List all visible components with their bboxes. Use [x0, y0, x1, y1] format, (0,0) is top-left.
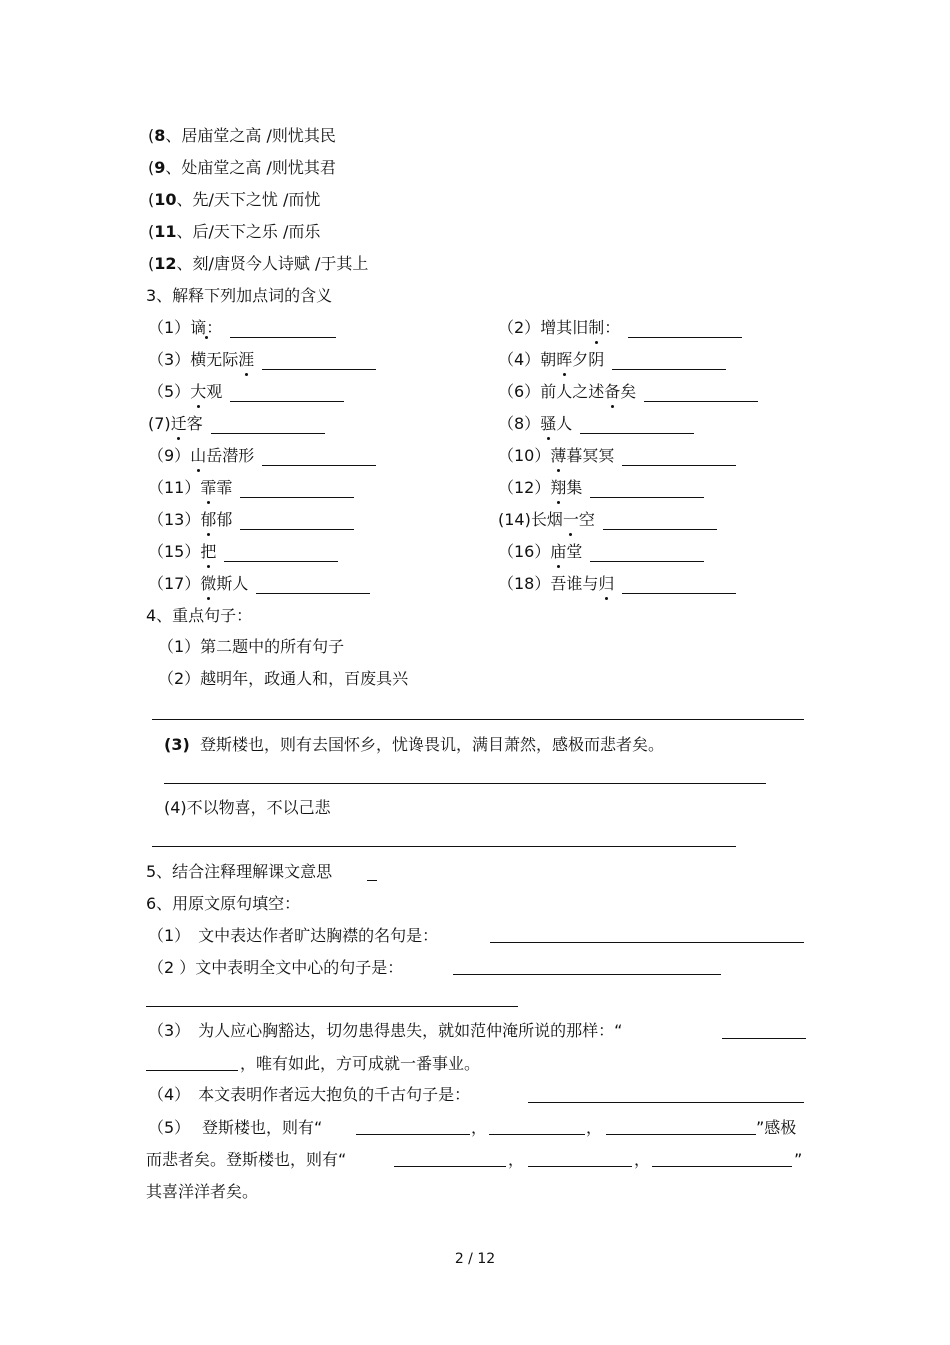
vocab-item	[498, 382, 758, 402]
vocab-text-pre: 增其旧	[540, 318, 589, 337]
vocab-item	[498, 446, 736, 466]
section-5-title: 5、结合注释理解课文意思	[146, 862, 333, 881]
vocab-text-post: 暮冥冥	[566, 446, 615, 465]
fill-question-5-close-2: ”	[794, 1150, 803, 1169]
vocab-text-post: 人	[556, 414, 573, 433]
answer-line[interactable]	[224, 545, 338, 562]
item-text: 、居庙堂之高 /则忧其民	[165, 126, 336, 145]
answer-line[interactable]	[453, 974, 721, 975]
vocab-number: （17）	[148, 574, 201, 593]
sentence-3-text: 登斯楼也，则有去国怀乡，忧谗畏讥，满目萧然，感极而悲者矣。	[199, 735, 664, 754]
dotted-word: 归	[598, 574, 615, 593]
answer-line[interactable]	[152, 719, 804, 720]
answer-line[interactable]	[240, 481, 354, 498]
answer-line[interactable]	[211, 417, 325, 434]
vocab-number: （8）	[498, 414, 541, 433]
dotted-word: 骚	[540, 414, 557, 433]
vocab-text-post: ：	[604, 318, 621, 337]
answer-line[interactable]	[230, 321, 336, 338]
vocab-item	[148, 478, 354, 498]
vocab-text-post: 岳潜形	[206, 446, 255, 465]
item-text: 、先/天下之忧 /而忧	[176, 190, 321, 209]
punct-comma: ，	[586, 1118, 603, 1137]
vocab-item	[148, 446, 376, 466]
vocab-item	[148, 574, 370, 594]
section-6-title: 6、用原文原句填空：	[146, 894, 301, 913]
list-item: (12、刻/唐贤今人诗赋 /于其上	[148, 254, 369, 273]
answer-line[interactable]	[606, 1134, 756, 1135]
dotted-word: 一	[562, 510, 579, 529]
answer-line[interactable]	[262, 353, 376, 370]
answer-line[interactable]	[628, 321, 742, 338]
section-4-title: 4、重点句子：	[146, 606, 253, 625]
dotted-word: 迁	[170, 414, 187, 433]
answer-line[interactable]	[603, 513, 717, 530]
answer-line[interactable]	[256, 577, 370, 594]
fill-question-5-number: （5）	[148, 1118, 191, 1137]
vocab-item	[498, 478, 704, 498]
dotted-word: 大	[190, 382, 207, 401]
sentence-4: (4)不以物喜，不以己悲	[164, 798, 331, 817]
item-number: 8	[154, 126, 166, 145]
answer-line[interactable]	[612, 353, 726, 370]
list-item: (8、居庙堂之高 /则忧其民	[148, 126, 336, 145]
sentence-3	[164, 735, 664, 755]
answer-line[interactable]	[528, 1102, 804, 1103]
answer-line[interactable]	[590, 545, 704, 562]
vocab-item	[498, 350, 726, 370]
fill-question-5-close: ”感极	[756, 1118, 797, 1137]
dotted-word: 把	[200, 542, 217, 561]
answer-line[interactable]	[490, 942, 804, 943]
page-number: 2 / 12	[454, 1251, 496, 1267]
list-item: (11、后/天下之乐 /而乐	[148, 222, 321, 241]
vocab-item	[498, 414, 694, 434]
vocab-text-post: 夕阴	[572, 350, 605, 369]
fill-question-5-text: 登斯楼也，则有“	[202, 1118, 323, 1137]
vocab-number: （6）	[498, 382, 541, 401]
sentence-3-number: (3)	[164, 735, 190, 754]
vocab-text-post: 霏	[216, 478, 233, 497]
dotted-word: 晖	[556, 350, 573, 369]
vocab-number: （10）	[498, 446, 551, 465]
answer-line[interactable]	[644, 385, 758, 402]
answer-line[interactable]	[590, 481, 704, 498]
answer-line[interactable]	[622, 577, 736, 594]
dotted-word: 翔	[550, 478, 567, 497]
vocab-text-post: 观	[206, 382, 223, 401]
vocab-text-post: 集	[566, 478, 583, 497]
answer-line[interactable]	[622, 449, 736, 466]
answer-line[interactable]	[230, 385, 344, 402]
fill-question-3-tail: ，唯有如此，方可成就一番事业。	[240, 1054, 481, 1073]
vocab-number: （11）	[148, 478, 201, 497]
vocab-item	[148, 510, 354, 530]
vocab-number: （9）	[148, 446, 191, 465]
dotted-word: 薄	[550, 446, 567, 465]
vocab-number: (14)	[498, 510, 531, 529]
vocab-item	[148, 382, 344, 402]
answer-line[interactable]	[146, 1070, 238, 1071]
punct-comma: ，	[471, 1118, 488, 1137]
list-item: (10、先/天下之忧 /而忧	[148, 190, 321, 209]
vocab-text-post: 矣	[620, 382, 637, 401]
section-3-title: 3、解释下列加点词的含义	[146, 286, 333, 305]
vocab-text-post: 郁	[216, 510, 233, 529]
vocab-number: （4）	[498, 350, 541, 369]
vocab-item	[148, 350, 376, 370]
vocab-text-post: 空	[578, 510, 595, 529]
fill-question-1: （1） 文中表达作者旷达胸襟的名句是：	[148, 926, 439, 945]
vocab-number: （3）	[148, 350, 191, 369]
vocab-text-pre: 吾谁与	[550, 574, 599, 593]
dotted-word: 郁	[200, 510, 217, 529]
vocab-item	[148, 318, 336, 338]
answer-line[interactable]	[394, 1166, 506, 1167]
vocab-text-pre: 长烟	[530, 510, 563, 529]
dotted-word: 霏	[200, 478, 217, 497]
sentence-1: （1）第二题中的所有句子	[158, 637, 345, 656]
vocab-number: (7)	[148, 414, 171, 433]
dotted-word: 制	[588, 318, 605, 337]
vocab-item	[498, 574, 736, 594]
answer-line[interactable]	[262, 449, 376, 466]
answer-line[interactable]	[164, 783, 766, 784]
item-number: 10	[154, 190, 177, 209]
answer-line[interactable]	[367, 880, 377, 881]
item-number: 11	[154, 222, 177, 241]
answer-line[interactable]	[652, 1166, 792, 1167]
item-text: 、后/天下之乐 /而乐	[176, 222, 321, 241]
vocab-number: （15）	[148, 542, 201, 561]
vocab-number: （16）	[498, 542, 551, 561]
answer-line[interactable]	[580, 417, 694, 434]
answer-line[interactable]	[528, 1166, 632, 1167]
item-text: 、处庙堂之高 /则忧其君	[165, 158, 336, 177]
fill-question-4: （4） 本文表明作者远大抱负的千古句子是：	[148, 1085, 471, 1104]
dotted-word: 山	[190, 446, 207, 465]
vocab-item	[498, 318, 742, 338]
item-number: 9	[154, 158, 166, 177]
vocab-text-post: 客	[186, 414, 203, 433]
fill-question-5-text-c: 其喜洋洋者矣。	[146, 1182, 259, 1201]
vocab-number: （2）	[498, 318, 541, 337]
answer-line[interactable]	[152, 846, 736, 847]
sentence-2: （2）越明年，政通人和，百废具兴	[158, 669, 409, 688]
vocab-number: （12）	[498, 478, 551, 497]
fill-question-2: （2 ）文中表明全文中心的句子是：	[148, 958, 404, 977]
dotted-word: 庙	[550, 542, 567, 561]
vocab-text-post: 斯人	[216, 574, 249, 593]
vocab-number: （13）	[148, 510, 201, 529]
vocab-text-pre: 谪	[190, 318, 207, 337]
vocab-item	[148, 542, 338, 562]
answer-line[interactable]	[489, 1134, 585, 1135]
dotted-word: 微	[200, 574, 217, 593]
vocab-item	[498, 510, 717, 530]
item-text: 、刻/唐贤今人诗赋 /于其上	[176, 254, 369, 273]
vocab-number: （5）	[148, 382, 191, 401]
punct-comma: ，	[634, 1150, 651, 1169]
fill-question-5-text-b: 而悲者矣。登斯楼也，则有“	[146, 1150, 347, 1169]
vocab-text-pre: 朝	[540, 350, 557, 369]
list-item: (9、处庙堂之高 /则忧其君	[148, 158, 336, 177]
answer-line[interactable]	[240, 513, 354, 530]
vocab-text-post: ：	[206, 318, 223, 337]
answer-line[interactable]	[722, 1038, 806, 1039]
answer-line[interactable]	[146, 1006, 518, 1007]
dotted-word: 备	[604, 382, 621, 401]
vocab-item	[498, 542, 704, 562]
answer-line[interactable]	[356, 1134, 470, 1135]
item-number: 12	[154, 254, 177, 273]
vocab-number: （18）	[498, 574, 551, 593]
punct-comma: ，	[508, 1150, 525, 1169]
fill-question-3: （3） 为人应心胸豁达，切勿患得患失，就如范仲淹所说的那样：“	[148, 1021, 623, 1040]
vocab-text-pre: 前人之述	[540, 382, 605, 401]
vocab-item	[148, 414, 325, 434]
dotted-word: 涯	[238, 350, 255, 369]
vocab-number: （1）	[148, 318, 191, 337]
vocab-text-pre: 横无际	[190, 350, 239, 369]
vocab-text-post: 堂	[566, 542, 583, 561]
